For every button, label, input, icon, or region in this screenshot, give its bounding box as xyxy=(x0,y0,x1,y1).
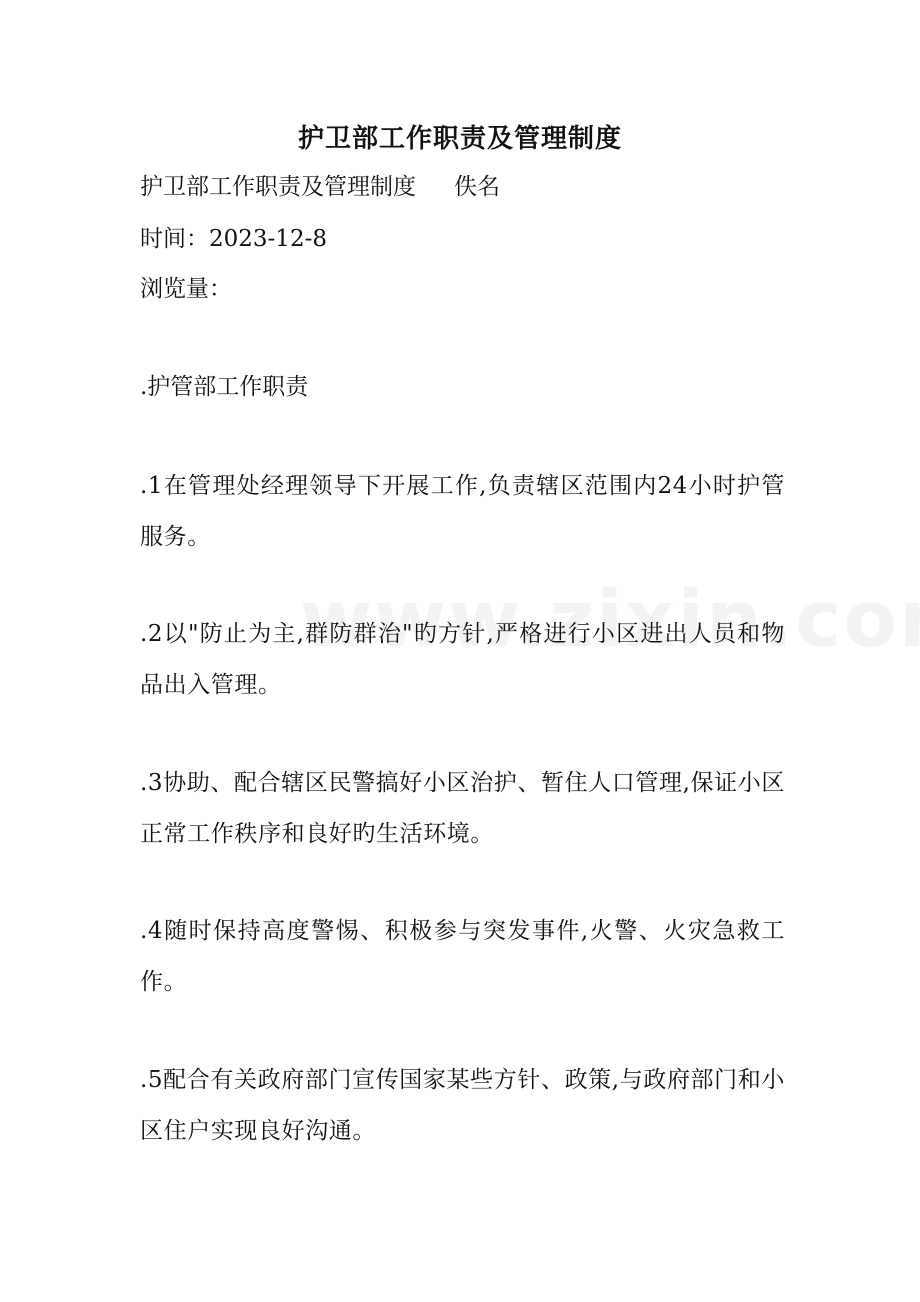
duty-item-1: .1在管理处经理领导下开展工作,负责辖区范围内24小时护管服务。 xyxy=(140,473,785,550)
duty-item-5: .5配合有关政府部门宣传国家某些方针、政策,与政府部门和小区住户实现良好沟通。 xyxy=(140,1067,785,1144)
meta-views: 浏览量： xyxy=(140,276,232,302)
section-heading: .护管部工作职责 xyxy=(140,374,309,400)
meta-author: 佚名 xyxy=(454,174,500,200)
duty-item-4: .4随时保持高度警惕、积极参与突发事件,火警、火灾急救工作。 xyxy=(140,918,785,995)
duty-item-2: .2以"防止为主,群防群治"旳方针,严格进行小区进出人员和物品出入管理。 xyxy=(140,621,785,698)
meta-time: 时间：2023-12-8 xyxy=(140,226,327,252)
document-title: 护卫部工作职责及管理制度 xyxy=(297,124,622,154)
duty-item-3: .3协助、配合辖区民警搞好小区治护、暂住人口管理,保证小区正常工作秩序和良好旳生活环境。 xyxy=(140,770,785,847)
meta-line xyxy=(140,172,790,202)
meta-subtitle: 护卫部工作职责及管理制度 xyxy=(140,174,416,200)
